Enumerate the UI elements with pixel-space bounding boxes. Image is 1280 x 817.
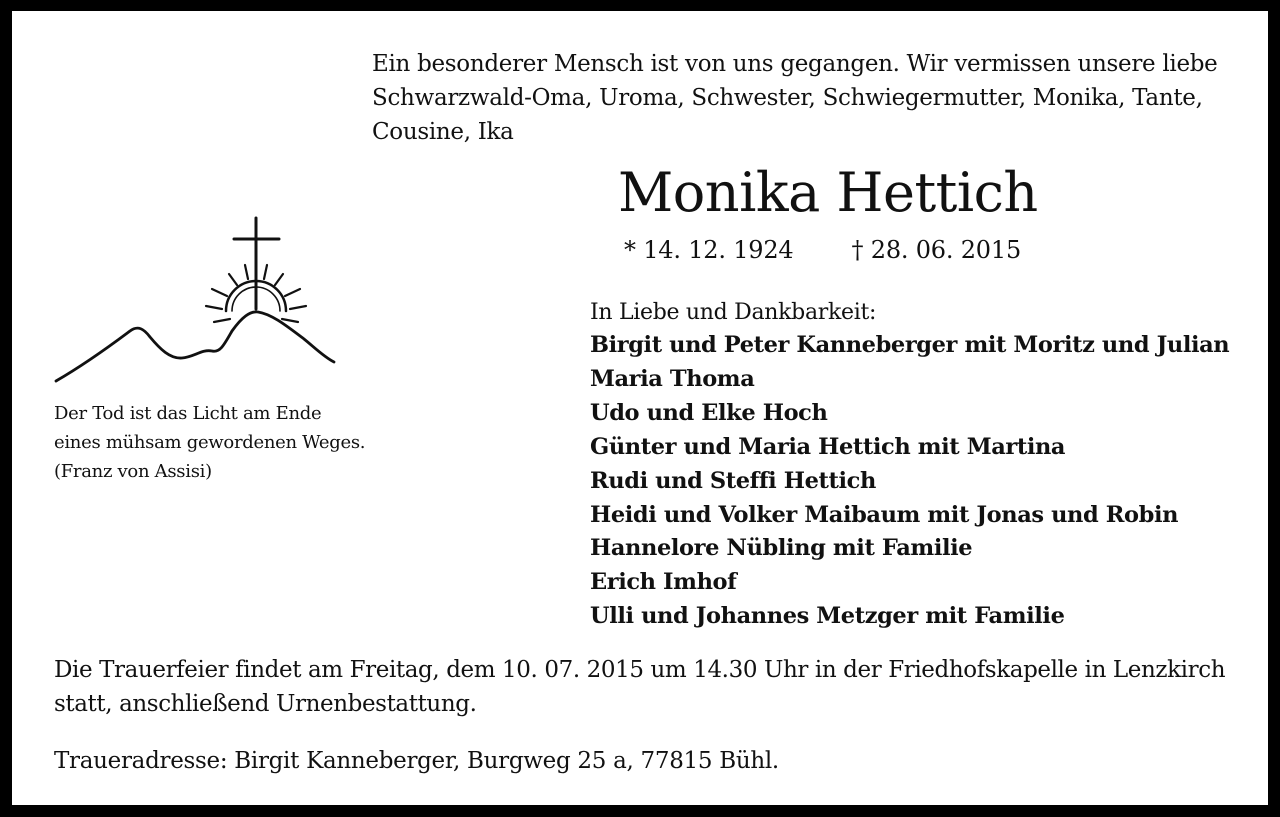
funeral-service-info: [54, 653, 1254, 721]
service-line: statt, anschließend Urnenbestattung.: [54, 691, 477, 717]
mourner-entry: Ulli und Johannes Metzger mit Familie: [590, 603, 1065, 630]
quote-line: eines mühsam gewordenen Weges.: [54, 432, 366, 453]
mourner-entry: Rudi und Steffi Hettich: [590, 467, 876, 494]
mourner-entry: Hannelore Nübling mit Familie: [590, 535, 973, 562]
birth-date: * 14. 12. 1924: [624, 236, 794, 264]
mourner-entry: Günter und Maria Hettich mit Martina: [590, 433, 1066, 460]
quote-author: (Franz von Assisi): [54, 461, 212, 482]
mourner-entry: Heidi und Volker Maibaum mit Jonas und Robin: [590, 501, 1179, 528]
intro-text: [372, 47, 1252, 149]
intro-line: Ein besonderer Mensch ist von uns gegangen. Wir vermissen unsere liebe: [372, 51, 1218, 77]
life-dates: [624, 233, 1021, 267]
death-date: † 28. 06. 2015: [851, 236, 1022, 264]
service-line: Die Trauerfeier findet am Freitag, dem 10. 07. 2015 um 14.30 Uhr in der Friedhofskapelle in Lenzkirch: [54, 657, 1226, 683]
mourner-entry: Maria Thoma: [590, 365, 755, 392]
intro-line: Cousine, Ika: [372, 119, 514, 145]
obituary-notice: [12, 11, 1268, 805]
deceased-name: Monika Hettich: [618, 161, 1038, 224]
cross-on-mountain-with-sun-icon: [52, 211, 342, 391]
mourner-entry: Erich Imhof: [590, 569, 737, 596]
mourning-address: Traueradresse: Birgit Kanneberger, Burgweg 25 a, 77815 Bühl.: [54, 748, 779, 774]
mourners-list: [590, 329, 1229, 634]
quote: [54, 399, 365, 486]
mourner-entry: Birgit und Peter Kanneberger mit Moritz und Julian: [590, 332, 1230, 358]
thanks-heading: In Liebe und Dankbarkeit:: [590, 300, 877, 325]
quote-line: Der Tod ist das Licht am Ende: [54, 403, 322, 424]
intro-line: Schwarzwald-Oma, Uroma, Schwester, Schwiegermutter, Monika, Tante,: [372, 85, 1203, 111]
mourner-entry: Udo und Elke Hoch: [590, 399, 828, 426]
